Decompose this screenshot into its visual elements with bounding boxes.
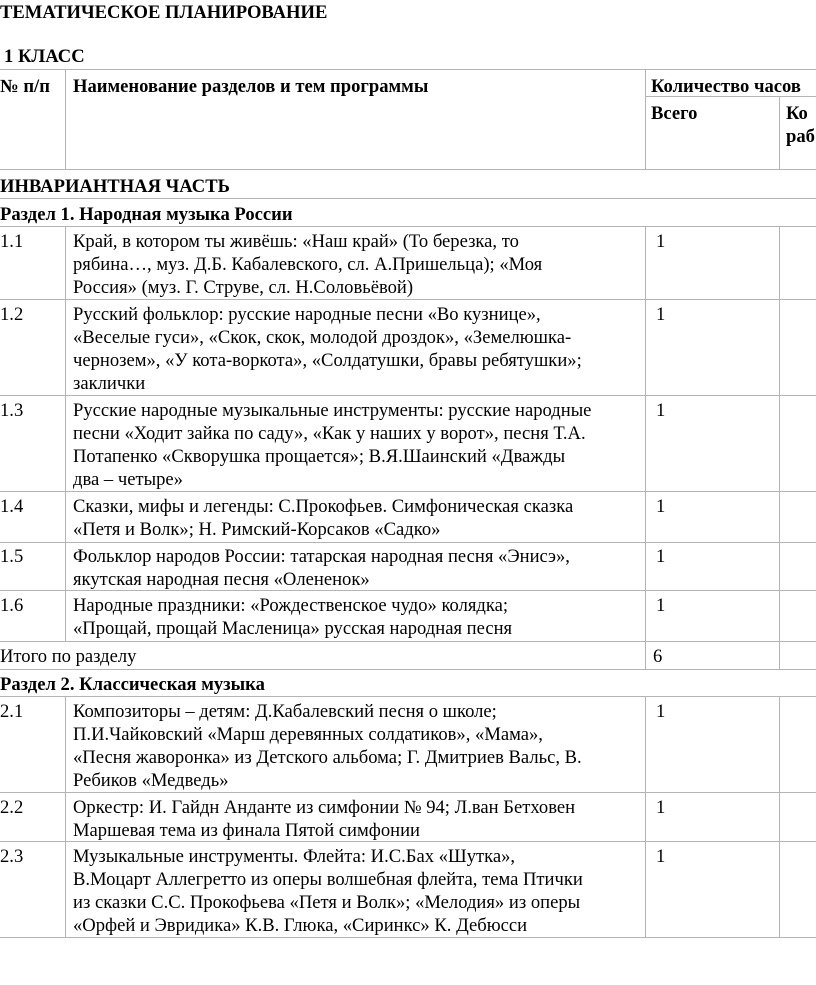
row-num: 2.2 [0, 797, 24, 818]
section-1-total-value: 6 [653, 646, 663, 667]
row-topic: Русские народные музыкальные инструменты: русские народные песни «Ходит зайка по саду», «Как у наших у ворот», песня Т.А. Потапенко «Скворушка прощается»; В.Я.Шаинский «Дважды два – четыре» [73, 400, 592, 490]
row-num: 1.1 [0, 231, 24, 252]
row-topic: Оркестр: И. Гайдн Анданте из симфонии № 94; Л.ван Бетховен Маршевая тема из финала Пятой симфонии [73, 797, 576, 841]
row-num: 1.3 [0, 400, 24, 421]
row-topic: Сказки, мифы и легенды: С.Прокофьев. Симфоническая сказка «Петя и Волк»; Н. Римский-Корсаков «Садко» [73, 496, 574, 540]
row-hours: 1 [656, 400, 666, 421]
grade-heading: 1 КЛАСС [4, 46, 85, 67]
section-1-total-label: Итого по разделу [0, 646, 137, 667]
header-num: № п/п [0, 76, 50, 97]
row-num: 1.6 [0, 595, 24, 616]
row-num: 1.4 [0, 496, 24, 517]
row-topic: Край, в котором ты живёшь: «Наш край» (То березка, то рябина…, муз. Д.Б. Кабалевского, сл. А.Пришельца); «Моя Россия» (муз. Г. Струве, сл. Н.Соловьёвой) [73, 231, 543, 298]
row-hours: 1 [656, 797, 666, 818]
row-hours: 1 [656, 231, 666, 252]
row-topic: Фольклор народов России: татарская народная песня «Энисэ», якутская народная песня «Олененок» [73, 546, 570, 590]
row-hours: 1 [656, 595, 666, 616]
row-hours: 1 [656, 496, 666, 517]
row-topic: Музыкальные инструменты. Флейта: И.С.Бах «Шутка», В.Моцарт Аллегретто из оперы волшебная флейта, тема Птички из сказки С.С. Прокофьева «Петя и Волк»; «Мелодия» из оперы «Орфей и Эвридика» К.В. Глюка, «Сиринкс» К. Дебюсси [73, 846, 583, 936]
row-num: 1.2 [0, 304, 24, 325]
header-hours: Количество часов [651, 76, 801, 97]
header-control: Ко [786, 103, 808, 124]
row-topic: Народные праздники: «Рождественское чудо» колядка; «Прощай, прощай Масленица» русская народная песня [73, 595, 513, 639]
row-topic: Русский фольклор: русские народные песни «Во кузнице», «Веселые гуси», «Скок, скок, молодой дроздок», «Земелюшка- чернозем», «У кота-воркота», «Солдатушки, бравы ребятушки»; заклички [73, 304, 582, 394]
invariant-part-heading: ИНВАРИАНТНАЯ ЧАСТЬ [0, 176, 230, 197]
section-2-title: Раздел 2. Классическая музыка [0, 674, 265, 695]
header-control-2: раб [786, 126, 815, 147]
row-hours: 1 [656, 701, 666, 722]
row-num: 2.3 [0, 846, 24, 867]
row-hours: 1 [656, 546, 666, 567]
row-hours: 1 [656, 304, 666, 325]
document-title: ТЕМАТИЧЕСКОЕ ПЛАНИРОВАНИЕ [0, 2, 328, 23]
row-hours: 1 [656, 846, 666, 867]
row-topic: Композиторы – детям: Д.Кабалевский песня о школе; П.И.Чайковский «Марш деревянных солдатиков», «Мама», «Песня жаворонка» из Детского альбома; Г. Дмитриев Вальс, В. Ребиков «Медведь» [73, 701, 582, 791]
row-num: 2.1 [0, 701, 24, 722]
section-1-title: Раздел 1. Народная музыка России [0, 204, 293, 225]
row-num: 1.5 [0, 546, 24, 567]
header-name: Наименование разделов и тем программы [73, 76, 429, 97]
header-total: Всего [651, 103, 698, 124]
